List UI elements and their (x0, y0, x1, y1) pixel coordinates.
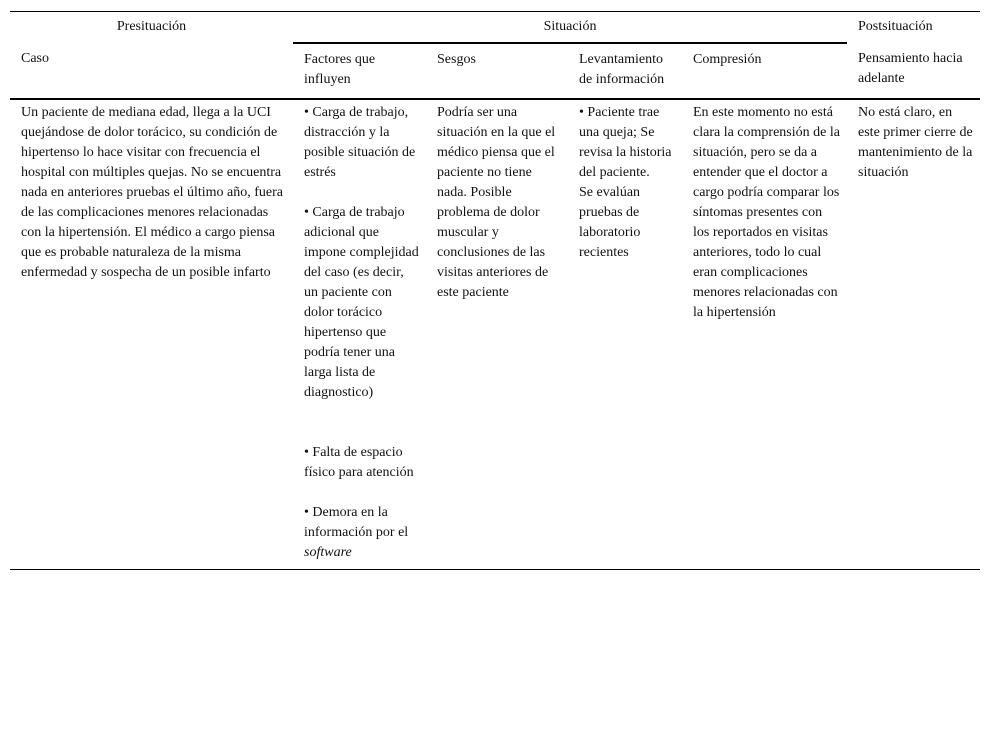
group-situacion: Situación (293, 12, 847, 44)
cell-levantamiento (568, 99, 682, 570)
table-row (10, 99, 980, 570)
cell-caso: Un paciente de mediana edad, llega a la UCI quejándose de dolor torácico, su condición de hipertenso lo hace visitar con frecuencia el hospital con múltiples quejas. No se encuentra nada en anteriores pruebas el último año, fuera de las complicaciones menores relacionadas con la hipertensión. El médico a cargo piensa que es probable naturaleza de la misma enfermedad y sospecha de un posible infarto (21, 105, 284, 280)
levantamiento-item: Se evalúan pruebas de laboratorio recientes (579, 185, 641, 260)
cell-pensamiento: No está claro, en este primer cierre de mantenimiento de la situación (858, 105, 973, 180)
group-postsituacion: Postsituación (858, 19, 933, 34)
group-header-row (10, 12, 980, 44)
col-header-pensamiento: Pensamiento hacia adelante (847, 43, 980, 99)
levantamiento-item: • Paciente trae una queja; Se revisa la historia del paciente. (579, 105, 672, 180)
factor-item: • Falta de espacio físico para atención (304, 445, 414, 480)
cell-sesgos: Podría ser una situación en la que el médico piensa que el paciente no tiene nada. Posible problema de dolor muscular y conclusiones de las visitas anteriores de este paciente (437, 105, 556, 300)
factor-item: • Carga de trabajo, distracción y la posible situación de estrés (304, 105, 416, 180)
group-presituacion: Presituación (116, 19, 187, 34)
col-header-compresion: Compresión (682, 43, 847, 99)
software-emphasis: software (304, 545, 352, 560)
column-header-row (10, 43, 980, 99)
factor-item: • Carga de trabajo adicional que impone complejidad del caso (es decir, un paciente con dolor torácico hipertenso que podría tener una larga lista de diagnostico) (304, 205, 419, 400)
factor-item: • Demora en la información por el software (304, 505, 409, 560)
cell-factores (293, 99, 426, 570)
situation-analysis-table (10, 11, 980, 570)
col-header-caso: Caso (10, 43, 293, 99)
col-header-factores: Factores que influyen (293, 43, 426, 99)
table-frame (10, 0, 980, 755)
cell-compresion: En este momento no está clara la comprensión de la situación, pero se da a entender que el doctor a cargo podría comparar los síntomas presentes con los reportados en visitas anteriores, todo lo cual eran complicaciones menores relacionadas con la hipertensión (693, 105, 840, 320)
col-header-sesgos: Sesgos (426, 43, 568, 99)
col-header-levantamiento: Levantamiento de información (568, 43, 682, 99)
